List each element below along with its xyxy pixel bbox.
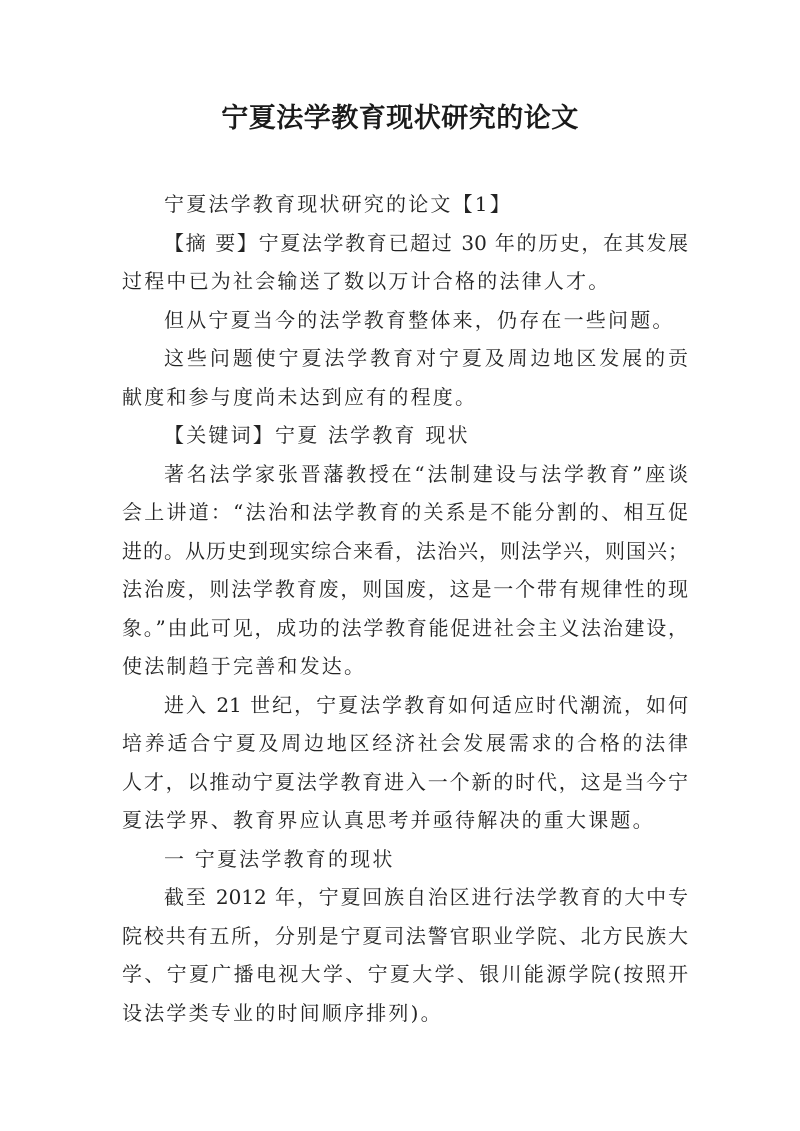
text-line: 过程中已为社会输送了数以万计合格的法律人才。 <box>122 269 611 293</box>
text-line: 截至 2012 年，宁夏回族自治区进行法学教育的大中专 <box>164 885 688 909</box>
text-line: 夏法学界、教育界应认真思考并亟待解决的重大课题。 <box>122 808 655 832</box>
text-line: 培养适合宁夏及周边地区经济社会发展需求的合格的法律 <box>122 731 688 755</box>
text-line: 进的。从历史到现实综合来看，法治兴，则法学兴，则国兴； <box>122 538 688 563</box>
text-line: 【关键词】宁夏 法学教育 现状 <box>164 423 470 447</box>
document-body <box>122 185 688 1032</box>
text-line: 但从宁夏当今的法学教育整体来，仍存在一些问题。 <box>164 307 675 332</box>
text-line: 设法学类专业的时间顺序排列)。 <box>122 1000 443 1025</box>
text-line: 一 宁夏法学教育的现状 <box>164 846 395 871</box>
text-line: 使法制趋于完善和发达。 <box>122 654 367 678</box>
text-line: 院校共有五所，分别是宁夏司法警官职业学院、北方民族大 <box>122 923 688 948</box>
text-line: 人才，以推动宁夏法学教育进入一个新的时代，这是当今宁 <box>122 769 688 794</box>
text-line: 著名法学家张晋藩教授在“法制建设与法学教育”座谈 <box>164 461 688 486</box>
text-line: 宁夏法学教育现状研究的论文【1】 <box>164 192 512 216</box>
text-line: 这些问题使宁夏法学教育对宁夏及周边地区发展的贡 <box>164 346 688 370</box>
text-line: 象。”由此可见，成功的法学教育能促进社会主义法治建设， <box>122 615 688 640</box>
text-line: 进入 21 世纪，宁夏法学教育如何适应时代潮流，如何 <box>164 692 688 717</box>
document-title: 宁夏法学教育现状研究的论文 <box>221 103 579 134</box>
text-line: 献度和参与度尚未达到应有的程度。 <box>122 384 478 409</box>
text-line: 【摘 要】宁夏法学教育已超过 30 年的历史，在其发展 <box>164 230 688 255</box>
text-line: 会上讲道：“法治和法学教育的关系是不能分割的、相互促 <box>122 500 688 524</box>
text-line: 法治废，则法学教育废，则国废，这是一个带有规律性的现 <box>122 577 688 601</box>
text-line: 学、宁夏广播电视大学、宁夏大学、银川能源学院(按照开 <box>122 962 688 986</box>
